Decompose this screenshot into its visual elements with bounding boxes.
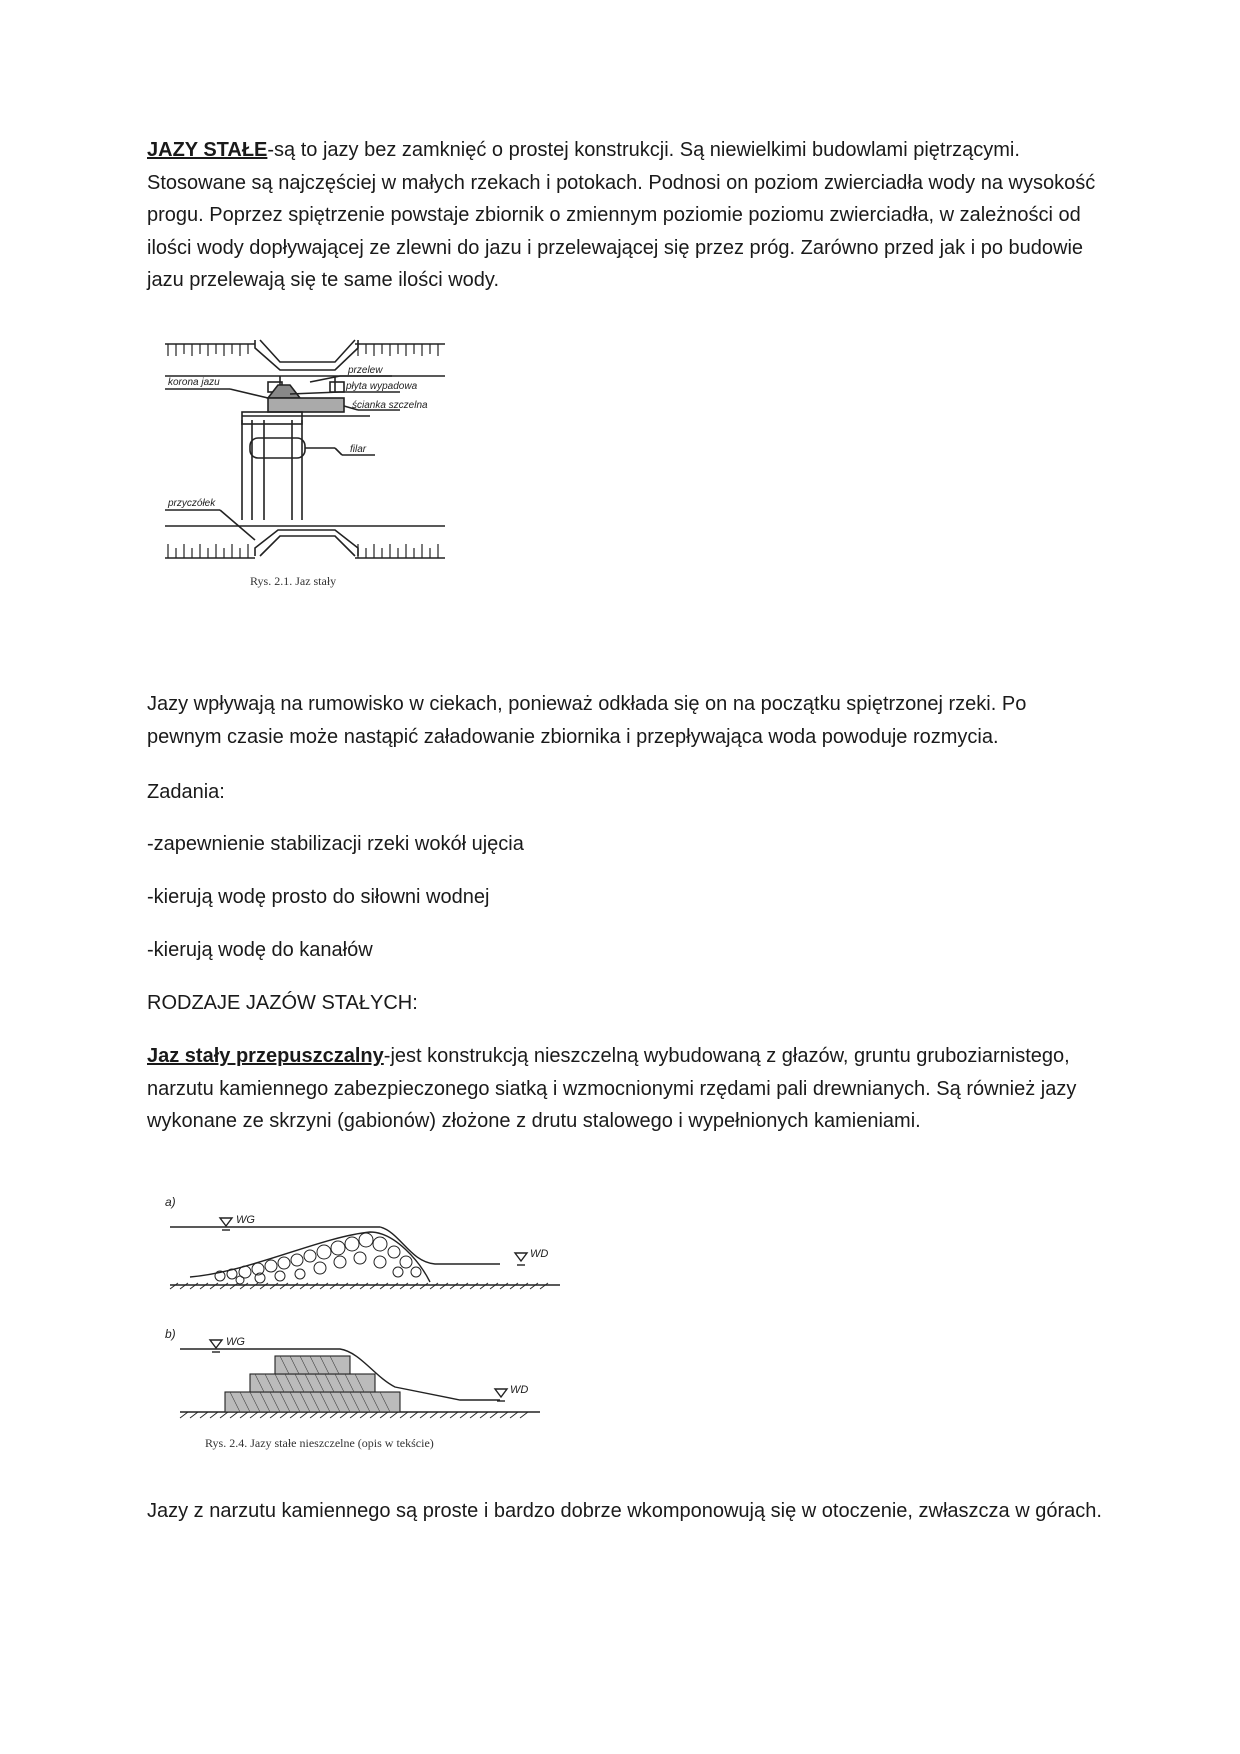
- label-wd: WD: [510, 1384, 529, 1396]
- figure-caption-2-1: Rys. 2.1. Jaz stały: [250, 574, 337, 588]
- paragraph-jaz-przepuszczalny: [147, 1040, 1102, 1138]
- label-wg: WG: [236, 1214, 255, 1226]
- zadania-item: -kierują wodę do kanałów: [147, 939, 373, 961]
- paragraph-text: -są to jazy bez zamknięć o prostej konstrukcji. Są niewielkimi budowlami piętrzącymi. Stosowane są najczęściej w małych rzekach i potokach. Podnosi on poziom zwierciadła wody na wysokość progu. Poprzez spiętrzenie powstaje zbiornik o zmiennym poziomie poziomu zwierciadła, w zależności od ilości wody dopływającej ze zlewni do jazu i przelewającej się przez próg. Zarówno przed jak i po budowie jazu przelewają się te same ilości wody.: [147, 139, 1096, 291]
- paragraph-jazy-stale: [147, 134, 1102, 297]
- label-scianka-szczelna: ścianka szczelna: [352, 400, 428, 411]
- paragraph-narzut-kamienny: Jazy z narzutu kamiennego są proste i bardzo dobrze wkomponowują się w otoczenie, zwłaszcza w górach.: [147, 1500, 1102, 1522]
- label-korona-jazu: korona jazu: [168, 377, 220, 388]
- label-wg: WG: [226, 1336, 245, 1348]
- term-jazy-stale: JAZY STAŁE: [147, 139, 268, 161]
- label-a: a): [165, 1195, 176, 1209]
- figure-jazy-nieszczelne: [160, 1192, 580, 1462]
- label-przyczolek: przyczółek: [168, 498, 216, 509]
- label-wd: WD: [530, 1248, 549, 1260]
- zadania-item: -kierują wodę prosto do siłowni wodnej: [147, 886, 490, 908]
- paragraph-text: -jest konstrukcją nieszczelną wybudowaną z głazów, gruntu gruboziarnistego, narzutu kamiennego zabezpieczonego siatką i wzmocnionymi rzędami pali drewnianych. Są również jazy wykonane ze skrzyni (gabionów) złożone z drutu stalowego i wypełnionych kamieniami.: [147, 1045, 1077, 1132]
- paragraph-rumowisko: Jazy wpływają na rumowisko w ciekach, ponieważ odkłada się on na początku spiętrzonej rzeki. Po pewnym czasie może nastąpić załadowanie zbiornika i przepływająca woda powoduje rozmycia.: [147, 693, 1027, 748]
- label-plyta-wypadowa: płyta wypadowa: [346, 381, 418, 392]
- label-przelew: przelew: [348, 365, 383, 376]
- figure-jaz-staly: [160, 330, 460, 660]
- label-filar: filar: [350, 444, 367, 455]
- section-heading-rodzaje: RODZAJE JAZÓW STAŁYCH:: [147, 992, 418, 1014]
- figure-caption-2-4: Rys. 2.4. Jazy stałe nieszczelne (opis w tekście): [205, 1436, 434, 1450]
- zadania-heading: Zadania:: [147, 781, 225, 803]
- term-jaz-przepuszczalny: Jaz stały przepuszczalny: [147, 1045, 384, 1067]
- zadania-item: -zapewnienie stabilizacji rzeki wokół ujęcia: [147, 833, 524, 855]
- label-b: b): [165, 1327, 176, 1341]
